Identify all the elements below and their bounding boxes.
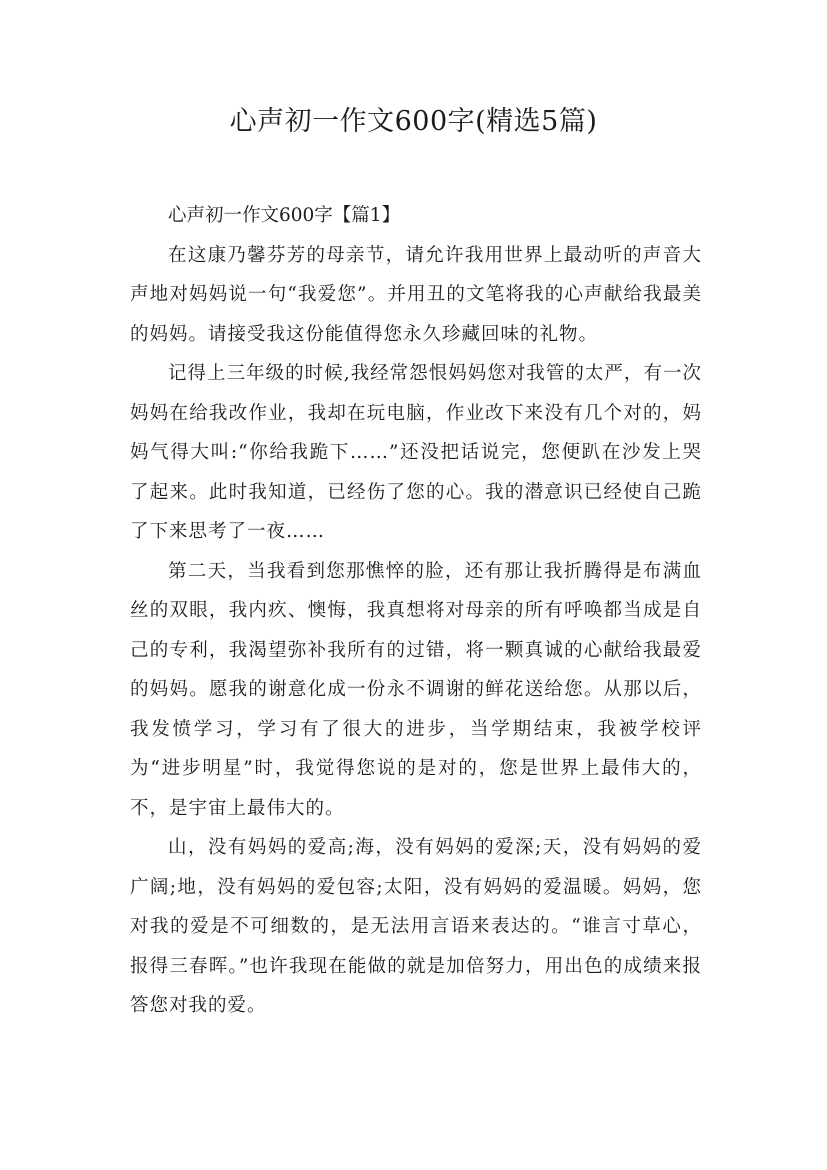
paragraph-3: 第二天，当我看到您那憔悴的脸，还有那让我折腾得是布满血丝的双眼，我内疚、懊悔，我真想将对母亲的所有呼唤都当成是自己的专利，我渴望弥补我所有的过错，将一颗真诚的心献给我最爱的妈妈。愿我的谢意化成一份永不调谢的鲜花送给您。从那以后，我发愤学习，学习有了很大的进步，当学期结束，我被学校评为“进步明星”时，我觉得您说的是对的，您是世界上最伟大的，不，是宇宙上最伟大的。 [130,560,702,819]
document-title: 心声初一作文600字(精选5篇) [229,106,598,137]
section-heading: 心声初一作文600字【篇1】 [168,205,401,226]
paragraph-4: 山，没有妈妈的爱高;海，没有妈妈的爱深;天，没有妈妈的爱广阔;地，没有妈妈的爱包容;太阳，没有妈妈的爱温暖。妈妈，您对我的爱是不可细数的，是无法用言语来表达的。“谁言寸草心，报得三春晖。”也许我现在能做的就是加倍努力，用出色的成绩来报答您对我的爱。 [130,837,702,1016]
paragraph-1: 在这康乃馨芬芳的母亲节，请允许我用世界上最动听的声音大声地对妈妈说一句“我爱您”。并用丑的文笔将我的心声献给我最美的妈妈。请接受我这份能值得您永久珍藏回味的礼物。 [130,244,702,345]
paragraph-2: 记得上三年级的时候,我经常怨恨妈妈您对我管的太严，有一次妈妈在给我改作业，我却在玩电脑，作业改下来没有几个对的，妈妈气得大叫:“你给我跪下……”还没把话说完，您便趴在沙发上哭了起来。此时我知道，已经伤了您的心。我的潜意识已经使自己跪了下来思考了一夜…… [130,363,702,542]
document-body [130,196,702,1026]
